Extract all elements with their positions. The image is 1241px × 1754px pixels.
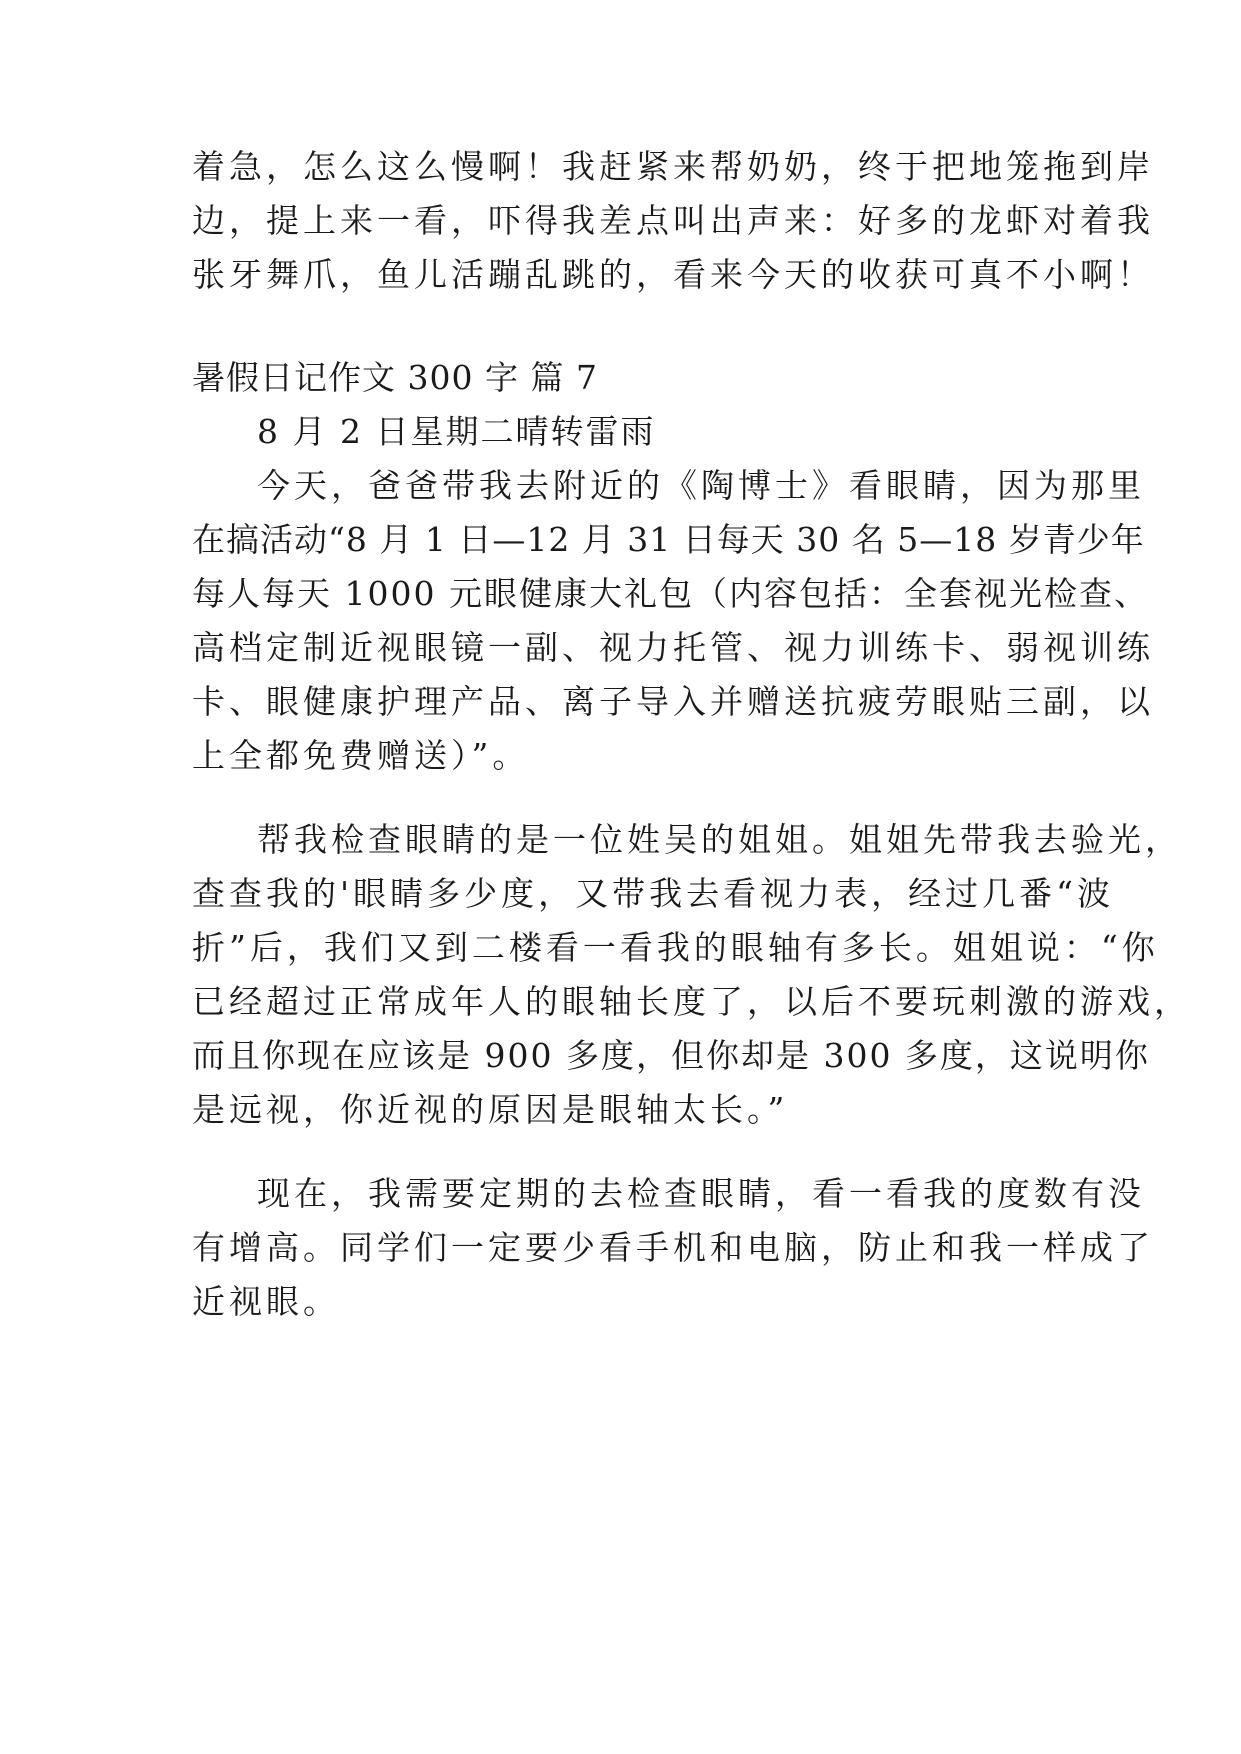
paragraph2-line-6: 是远视，你近视的原因是眼轴太长。”: [192, 1090, 789, 1129]
paragraph3-line-3: 近视眼。: [192, 1282, 340, 1321]
paragraph1-line-6: 上全都免费赠送）”。: [192, 736, 530, 775]
paragraph1-line-2: 在搞活动“8 月 1 日—12 月 31 日每天 30 名 5—18 岁青少年: [192, 520, 1145, 559]
paragraph2-line-2: 查查我的'眼睛多少度，又带我去看视力表，经过几番“波: [192, 874, 1114, 913]
paragraph1-line-1: 今天，爸爸带我去附近的《陶博士》看眼睛，因为那里: [257, 466, 1145, 505]
section-title: 暑假日记作文 300 字 篇 7: [192, 358, 598, 397]
paragraph2-line-3: 折”后，我们又到二楼看一看我的眼轴有多长。姐姐说：“你: [192, 928, 1159, 967]
intro-line-1: 着急，怎么这么慢啊！我赶紧来帮奶奶，终于把地笼拖到岸: [192, 147, 1154, 186]
paragraph2-line-5: 而且你现在应该是 900 多度，但你却是 300 多度，这说明你: [192, 1036, 1150, 1075]
paragraph3-line-1: 现在，我需要定期的去检查眼睛，看一看我的度数有没: [257, 1174, 1145, 1213]
paragraph1-line-3: 每人每天 1000 元眼健康大礼包（内容包括：全套视光检查、: [192, 574, 1149, 613]
paragraph3-line-2: 有增高。同学们一定要少看手机和电脑，防止和我一样成了: [192, 1228, 1154, 1267]
intro-line-2: 边，提上来一看，吓得我差点叫出声来：好多的龙虾对着我: [192, 201, 1154, 240]
date-line: 8 月 2 日星期二晴转雷雨: [257, 412, 656, 451]
paragraph1-line-5: 卡、眼健康护理产品、离子导入并赠送抗疲劳眼贴三副，以: [192, 682, 1154, 721]
intro-line-3: 张牙舞爪，鱼儿活蹦乱跳的，看来今天的收获可真不小啊！: [192, 255, 1154, 294]
paragraph1-line-4: 高档定制近视眼镜一副、视力托管、视力训练卡、弱视训练: [192, 628, 1154, 667]
paragraph2-line-1: 帮我检查眼睛的是一位姓吴的姐姐。姐姐先带我去验光，: [257, 820, 1182, 859]
paragraph2-line-4: 已经超过正常成年人的眼轴长度了，以后不要玩刺激的游戏，: [192, 982, 1191, 1021]
